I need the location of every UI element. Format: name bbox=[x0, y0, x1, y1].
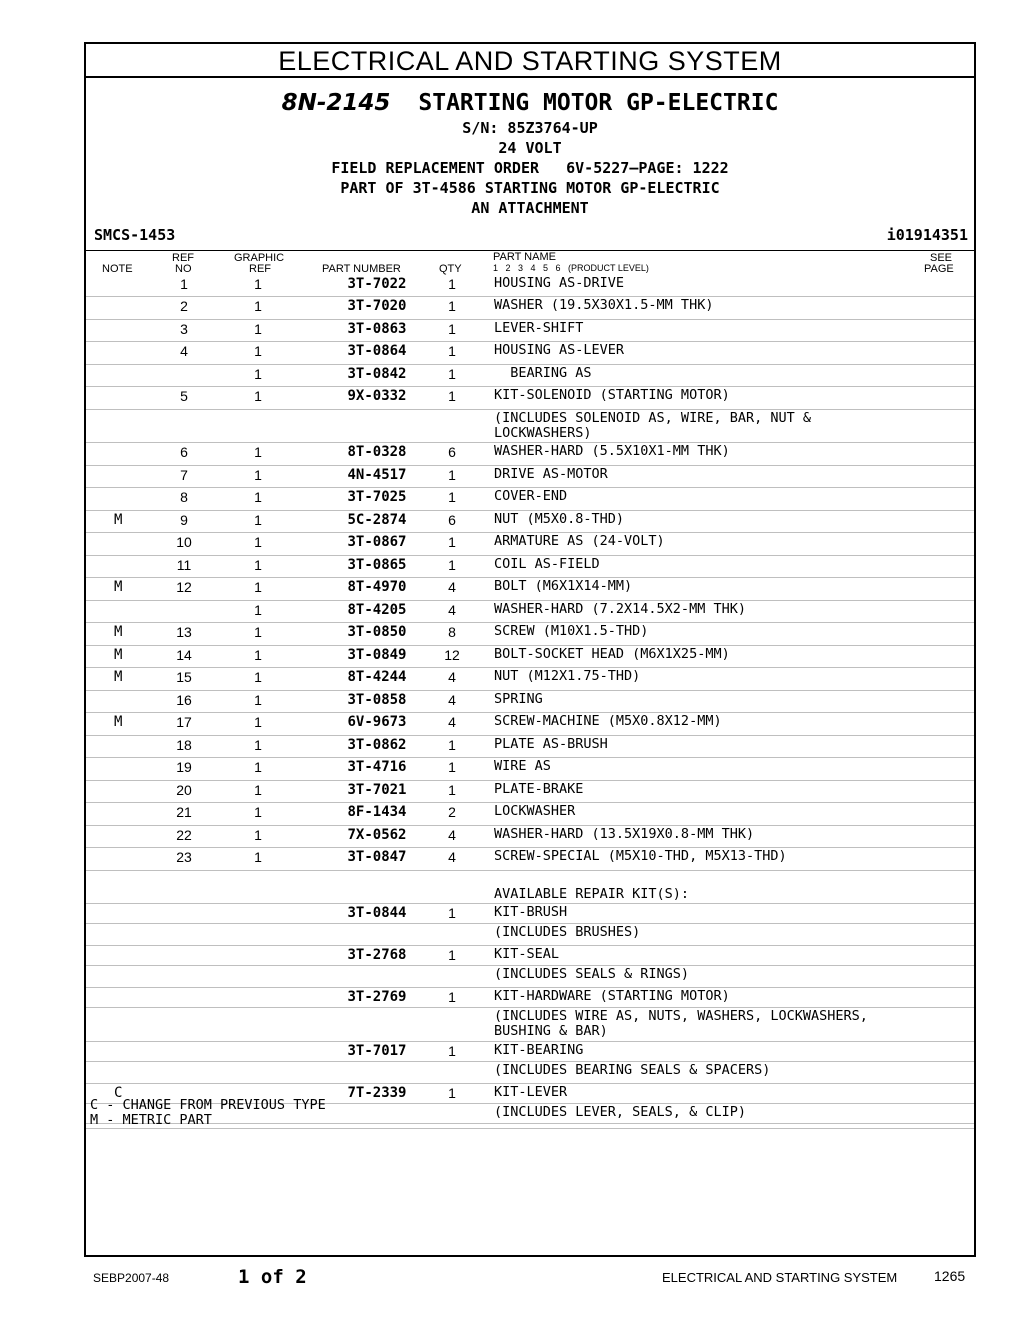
col-graphic-top: GRAPHIC bbox=[234, 252, 285, 264]
row-ref-no: 18 bbox=[176, 737, 192, 753]
row-part-name: HOUSING AS-DRIVE bbox=[494, 275, 625, 291]
row-graphic-ref: 1 bbox=[254, 759, 262, 775]
table-row bbox=[86, 387, 974, 410]
table-row bbox=[86, 668, 974, 691]
row-part-name: (INCLUDES SOLENOID AS, WIRE, BAR, NUT & LOCKWASHERS) bbox=[494, 410, 811, 441]
row-ref-no: 13 bbox=[176, 624, 192, 640]
row-graphic-ref: 1 bbox=[254, 366, 262, 382]
table-row bbox=[86, 924, 974, 946]
row-part-number: 5C-2874 bbox=[347, 512, 407, 528]
row-qty: 1 bbox=[448, 321, 456, 337]
row-part-name: (INCLUDES SEALS & RINGS) bbox=[494, 966, 690, 982]
row-ref-no: 19 bbox=[176, 759, 192, 775]
col-see-top: SEE bbox=[930, 252, 953, 264]
row-part-number: 3T-7025 bbox=[347, 489, 407, 505]
col-part-number: PART NUMBER bbox=[322, 263, 401, 275]
table-row bbox=[86, 297, 974, 320]
row-qty: 1 bbox=[448, 298, 456, 314]
row-graphic-ref: 1 bbox=[254, 737, 262, 753]
table-row bbox=[86, 736, 974, 758]
table-row bbox=[86, 988, 974, 1008]
row-ref-no: 17 bbox=[176, 714, 192, 730]
row-qty: 6 bbox=[448, 512, 456, 528]
row-part-number: 7T-2339 bbox=[347, 1085, 407, 1101]
footer-page-of: 1 of 2 bbox=[238, 1266, 307, 1288]
column-headers bbox=[86, 250, 974, 276]
row-part-name: KIT-BRUSH bbox=[494, 904, 568, 920]
table-row bbox=[86, 511, 974, 533]
row-part-number: 3T-7020 bbox=[347, 298, 407, 314]
row-ref-no: 6 bbox=[180, 444, 188, 460]
row-part-number: 3T-0864 bbox=[347, 343, 407, 359]
group-part-number: 8N-2145 bbox=[281, 90, 391, 116]
group-title: STARTING MOTOR GP-ELECTRIC bbox=[418, 90, 779, 116]
row-part-number: 8F-1434 bbox=[347, 804, 407, 820]
row-part-number: 3T-0865 bbox=[347, 557, 407, 573]
table-row bbox=[86, 781, 974, 803]
row-part-name: BOLT-SOCKET HEAD (M6X1X25-MM) bbox=[494, 646, 730, 662]
row-note: M bbox=[114, 579, 123, 595]
table-row bbox=[86, 578, 974, 601]
table-row bbox=[86, 410, 974, 443]
row-part-name: NUT (M12X1.75-THD) bbox=[494, 668, 641, 684]
row-graphic-ref: 1 bbox=[254, 827, 262, 843]
row-part-name: (INCLUDES BRUSHES) bbox=[494, 924, 641, 940]
row-part-number: 3T-2768 bbox=[347, 947, 407, 963]
row-part-number: 3T-7022 bbox=[347, 276, 407, 292]
row-part-name: BEARING AS bbox=[494, 365, 592, 381]
row-qty: 1 bbox=[448, 905, 456, 921]
part-of-line: PART OF 3T-4586 STARTING MOTOR GP-ELECTRIC bbox=[340, 179, 720, 197]
footer-doc-id: SEBP2007-48 bbox=[93, 1271, 170, 1285]
col-product-level: 1 2 3 4 5 6 (PRODUCT LEVEL) bbox=[493, 263, 649, 273]
row-qty: 12 bbox=[444, 647, 460, 663]
row-graphic-ref: 1 bbox=[254, 343, 262, 359]
row-graphic-ref: 1 bbox=[254, 512, 262, 528]
row-part-name: WASHER-HARD (13.5X19X0.8-MM THK) bbox=[494, 826, 755, 842]
row-ref-no: 15 bbox=[176, 669, 192, 685]
table-row bbox=[86, 533, 974, 556]
row-graphic-ref: 1 bbox=[254, 298, 262, 314]
row-part-name: SCREW (M10X1.5-THD) bbox=[494, 623, 649, 639]
row-ref-no: 10 bbox=[176, 534, 192, 550]
row-part-number: 3T-0863 bbox=[347, 321, 407, 337]
row-graphic-ref: 1 bbox=[254, 782, 262, 798]
col-graphic-bottom: REF bbox=[249, 263, 271, 275]
row-graphic-ref: 1 bbox=[254, 388, 262, 404]
row-part-name: ARMATURE AS (24-VOLT) bbox=[494, 533, 665, 549]
row-qty: 1 bbox=[448, 534, 456, 550]
row-graphic-ref: 1 bbox=[254, 276, 262, 292]
row-ref-no: 7 bbox=[180, 467, 188, 483]
row-part-name: PLATE AS-BRUSH bbox=[494, 736, 608, 752]
notes-legend: C - CHANGE FROM PREVIOUS TYPE M - METRIC PART bbox=[90, 1097, 326, 1128]
row-part-name: KIT-LEVER bbox=[494, 1084, 568, 1100]
row-graphic-ref: 1 bbox=[254, 647, 262, 663]
row-part-name: WASHER-HARD (5.5X10X1-MM THK) bbox=[494, 443, 730, 459]
row-part-name: KIT-SOLENOID (STARTING MOTOR) bbox=[494, 387, 730, 403]
row-qty: 1 bbox=[448, 343, 456, 359]
table-row bbox=[86, 488, 974, 511]
footer-section: ELECTRICAL AND STARTING SYSTEM bbox=[662, 1270, 898, 1285]
row-part-name: COIL AS-FIELD bbox=[494, 556, 600, 572]
row-graphic-ref: 1 bbox=[254, 444, 262, 460]
row-qty: 1 bbox=[448, 759, 456, 775]
table-row bbox=[86, 691, 974, 713]
row-part-number: 8T-4205 bbox=[347, 602, 407, 618]
row-ref-no: 12 bbox=[176, 579, 192, 595]
row-qty: 8 bbox=[448, 624, 456, 640]
table-row bbox=[86, 848, 974, 871]
table-row bbox=[86, 1062, 974, 1084]
row-ref-no: 14 bbox=[176, 647, 192, 663]
row-qty: 4 bbox=[448, 579, 456, 595]
table-row bbox=[86, 601, 974, 623]
row-part-number: 3T-0847 bbox=[347, 849, 407, 865]
row-part-number: 9X-0332 bbox=[347, 388, 407, 404]
row-qty: 1 bbox=[448, 782, 456, 798]
row-qty: 6 bbox=[448, 444, 456, 460]
table-row bbox=[86, 1042, 974, 1062]
row-part-number: 3T-7021 bbox=[347, 782, 407, 798]
row-part-number: 3T-2769 bbox=[347, 989, 407, 1005]
row-graphic-ref: 1 bbox=[254, 602, 262, 618]
row-graphic-ref: 1 bbox=[254, 321, 262, 337]
row-qty: 1 bbox=[448, 947, 456, 963]
row-part-number: 3T-0850 bbox=[347, 624, 407, 640]
smcs-code: SMCS-1453 bbox=[94, 226, 176, 244]
row-note: C bbox=[114, 1085, 123, 1101]
row-part-name: WIRE AS bbox=[494, 758, 551, 774]
table-row bbox=[86, 623, 974, 646]
row-part-number: 8T-4244 bbox=[347, 669, 407, 685]
row-qty: 1 bbox=[448, 1043, 456, 1059]
row-qty: 1 bbox=[448, 276, 456, 292]
row-graphic-ref: 1 bbox=[254, 489, 262, 505]
row-ref-no: 11 bbox=[176, 557, 192, 573]
row-part-name: WASHER (19.5X30X1.5-MM THK) bbox=[494, 297, 714, 313]
table-row bbox=[86, 275, 974, 297]
table-row bbox=[86, 966, 974, 988]
row-ref-no: 8 bbox=[180, 489, 188, 505]
row-graphic-ref: 1 bbox=[254, 692, 262, 708]
row-qty: 4 bbox=[448, 692, 456, 708]
illustration-id: i01914351 bbox=[886, 226, 968, 244]
row-part-name: (INCLUDES WIRE AS, NUTS, WASHERS, LOCKWASHERS, BUSHING & BAR) bbox=[494, 1008, 868, 1039]
field-replacement-line: FIELD REPLACEMENT ORDER 6V-5227—PAGE: 1222 bbox=[331, 159, 729, 177]
row-ref-no: 4 bbox=[180, 343, 188, 359]
row-graphic-ref: 1 bbox=[254, 624, 262, 640]
table-row bbox=[86, 758, 974, 781]
table-row bbox=[86, 646, 974, 668]
row-graphic-ref: 1 bbox=[254, 804, 262, 820]
col-ref-bottom: NO bbox=[175, 263, 192, 275]
row-part-name: SPRING bbox=[494, 691, 543, 707]
col-note: NOTE bbox=[102, 263, 133, 275]
row-qty: 2 bbox=[448, 804, 456, 820]
row-part-number: 7X-0562 bbox=[347, 827, 407, 843]
row-part-number: 4N-4517 bbox=[347, 467, 407, 483]
table-row bbox=[86, 342, 974, 365]
row-part-number: 3T-0862 bbox=[347, 737, 407, 753]
row-part-name: SCREW-SPECIAL (M5X10-THD, M5X13-THD) bbox=[494, 848, 787, 864]
row-graphic-ref: 1 bbox=[254, 849, 262, 865]
row-part-name: NUT (M5X0.8-THD) bbox=[494, 511, 625, 527]
attachment-line: AN ATTACHMENT bbox=[471, 199, 589, 217]
notes-divider bbox=[86, 1128, 974, 1129]
row-ref-no: 20 bbox=[176, 782, 192, 798]
row-ref-no: 1 bbox=[180, 276, 188, 292]
row-ref-no: 9 bbox=[180, 512, 188, 528]
row-ref-no: 2 bbox=[180, 298, 188, 314]
table-row bbox=[86, 803, 974, 826]
row-part-name: DRIVE AS-MOTOR bbox=[494, 466, 608, 482]
row-part-name: LOCKWASHER bbox=[494, 803, 576, 819]
row-qty: 4 bbox=[448, 827, 456, 843]
row-graphic-ref: 1 bbox=[254, 467, 262, 483]
row-ref-no: 5 bbox=[180, 388, 188, 404]
row-part-name: PLATE-BRAKE bbox=[494, 781, 584, 797]
row-part-name: KIT-BEARING bbox=[494, 1042, 584, 1058]
table-row bbox=[86, 1008, 974, 1042]
row-graphic-ref: 1 bbox=[254, 714, 262, 730]
row-qty: 1 bbox=[448, 467, 456, 483]
row-qty: 1 bbox=[448, 1085, 456, 1101]
table-row bbox=[86, 713, 974, 736]
col-ref-top: REF bbox=[172, 252, 194, 264]
row-ref-no: 21 bbox=[176, 804, 192, 820]
row-part-number: 8T-4970 bbox=[347, 579, 407, 595]
row-part-number: 3T-0842 bbox=[347, 366, 407, 382]
row-part-name: (INCLUDES BEARING SEALS & SPACERS) bbox=[494, 1062, 771, 1078]
row-note: M bbox=[114, 669, 123, 685]
row-part-name: BOLT (M6X1X14-MM) bbox=[494, 578, 633, 594]
col-see-bottom: PAGE bbox=[924, 263, 954, 275]
row-note: M bbox=[114, 512, 123, 528]
footer-page-number: 1265 bbox=[934, 1268, 966, 1284]
row-part-number: 3T-0867 bbox=[347, 534, 407, 550]
header-block bbox=[86, 88, 974, 218]
col-part-name: PART NAME bbox=[493, 251, 556, 263]
main-title bbox=[86, 88, 974, 118]
row-qty: 1 bbox=[448, 388, 456, 404]
page-frame bbox=[84, 42, 976, 1257]
table-row bbox=[86, 466, 974, 488]
row-qty: 1 bbox=[448, 989, 456, 1005]
row-part-number: 8T-0328 bbox=[347, 444, 407, 460]
row-qty: 1 bbox=[448, 489, 456, 505]
row-part-number: 3T-0844 bbox=[347, 905, 407, 921]
row-ref-no: 23 bbox=[176, 849, 192, 865]
row-part-name: HOUSING AS-LEVER bbox=[494, 342, 625, 358]
table-row bbox=[86, 320, 974, 342]
table-row bbox=[86, 904, 974, 924]
table-row bbox=[86, 556, 974, 578]
row-qty: 1 bbox=[448, 737, 456, 753]
row-part-name: (INCLUDES LEVER, SEALS, & CLIP) bbox=[494, 1104, 746, 1120]
table-row bbox=[86, 871, 974, 904]
row-part-name: WASHER-HARD (7.2X14.5X2-MM THK) bbox=[494, 601, 746, 617]
row-part-name: SCREW-MACHINE (M5X0.8X12-MM) bbox=[494, 713, 722, 729]
col-qty: QTY bbox=[439, 263, 462, 275]
row-part-number: 3T-4716 bbox=[347, 759, 407, 775]
row-part-name: COVER-END bbox=[494, 488, 568, 504]
row-ref-no: 16 bbox=[176, 692, 192, 708]
parts-table bbox=[86, 275, 974, 1124]
row-part-name: AVAILABLE REPAIR KIT(S): bbox=[494, 886, 690, 902]
row-ref-no: 3 bbox=[180, 321, 188, 337]
row-qty: 1 bbox=[448, 366, 456, 382]
row-qty: 4 bbox=[448, 669, 456, 685]
row-part-number: 3T-0849 bbox=[347, 647, 407, 663]
row-graphic-ref: 1 bbox=[254, 579, 262, 595]
row-graphic-ref: 1 bbox=[254, 669, 262, 685]
row-qty: 4 bbox=[448, 602, 456, 618]
serial-number-line: S/N: 85Z3764-UP bbox=[462, 119, 598, 137]
row-note: M bbox=[114, 647, 123, 663]
row-note: M bbox=[114, 624, 123, 640]
row-qty: 1 bbox=[448, 557, 456, 573]
table-row bbox=[86, 443, 974, 466]
row-qty: 4 bbox=[448, 849, 456, 865]
row-ref-no: 22 bbox=[176, 827, 192, 843]
row-part-number: 6V-9673 bbox=[347, 714, 407, 730]
voltage-line: 24 VOLT bbox=[498, 139, 562, 157]
section-title: ELECTRICAL AND STARTING SYSTEM bbox=[86, 44, 974, 78]
table-row bbox=[86, 365, 974, 387]
row-note: M bbox=[114, 714, 123, 730]
row-part-number: 3T-0858 bbox=[347, 692, 407, 708]
row-part-name: KIT-SEAL bbox=[494, 946, 560, 962]
row-part-name: LEVER-SHIFT bbox=[494, 320, 584, 336]
table-row bbox=[86, 946, 974, 966]
row-part-name: KIT-HARDWARE (STARTING MOTOR) bbox=[494, 988, 730, 1004]
row-part-number: 3T-7017 bbox=[347, 1043, 407, 1059]
row-graphic-ref: 1 bbox=[254, 534, 262, 550]
row-qty: 4 bbox=[448, 714, 456, 730]
row-graphic-ref: 1 bbox=[254, 557, 262, 573]
table-row bbox=[86, 826, 974, 848]
